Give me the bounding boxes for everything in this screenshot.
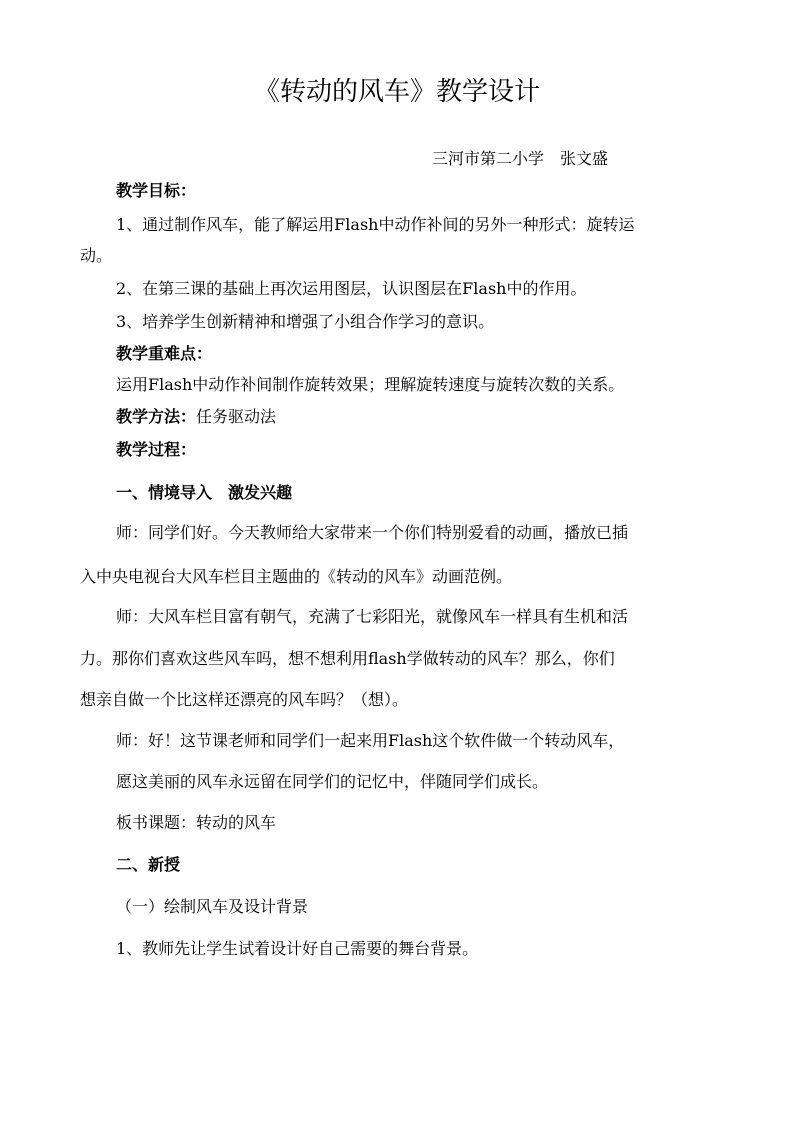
- difficulty-text: 运用Flash中动作补间制作旋转效果；理解旋转速度与旋转次数的关系。: [116, 375, 625, 394]
- goal-2: 2、在第三课的基础上再次运用图层，认识图层在Flash中的作用。: [116, 279, 587, 298]
- method-line: [116, 406, 276, 428]
- goal-1-line-2: 动。: [80, 246, 113, 265]
- para-2-line-2: 力。那你们喜欢这些风车吗，想不想利用flash学做转动的风车？那么，你们: [80, 649, 615, 668]
- method-label: 教学方法：: [116, 407, 197, 426]
- process-heading: 教学过程：: [116, 440, 197, 459]
- method-text: 任务驱动法: [196, 407, 277, 426]
- para-3-line-2: 愿这美丽的风车永远留在同学们的记忆中，伴随同学们成长。: [116, 772, 549, 791]
- difficulty-heading: 教学重难点：: [116, 344, 213, 363]
- goal-1-line-1: 1、通过制作风车，能了解运用Flash中动作补间的另外一种形式：旋转运: [116, 215, 635, 234]
- goal-3: 3、培养学生创新精神和增强了小组合作学习的意识。: [116, 312, 495, 331]
- subsection-1-heading: （一）绘制风车及设计背景: [116, 897, 309, 916]
- para-2-line-1: 师：大风车栏目富有朝气，充满了七彩阳光，就像风车一样具有生机和活: [116, 607, 629, 626]
- section-2-heading: 二、新授: [116, 855, 181, 874]
- para-3-line-1: 师：好！这节课老师和同学们一起来用Flash这个软件做一个转动风车，: [116, 731, 625, 750]
- para-1-line-2: 入中央电视台大风车栏目主题曲的《转动的风车》动画范例。: [80, 567, 513, 586]
- para-1-line-1: 师：同学们好。今天教师给大家带来一个你们特别爱看的动画，播放已插: [116, 523, 629, 542]
- goals-heading: 教学目标：: [116, 181, 197, 200]
- step-1: 1、教师先让学生试着设计好自己需要的舞台背景。: [116, 939, 479, 958]
- board-title: 板书课题：转动的风车: [116, 813, 277, 832]
- para-2-line-3: 想亲自做一个比这样还漂亮的风车吗？（想）。: [80, 690, 409, 709]
- author-line: 三河市第二小学 张文盛: [432, 149, 609, 168]
- document-title: 《转动的风车》教学设计: [253, 77, 540, 107]
- section-1-heading: 一、情境导入 激发兴趣: [116, 483, 293, 502]
